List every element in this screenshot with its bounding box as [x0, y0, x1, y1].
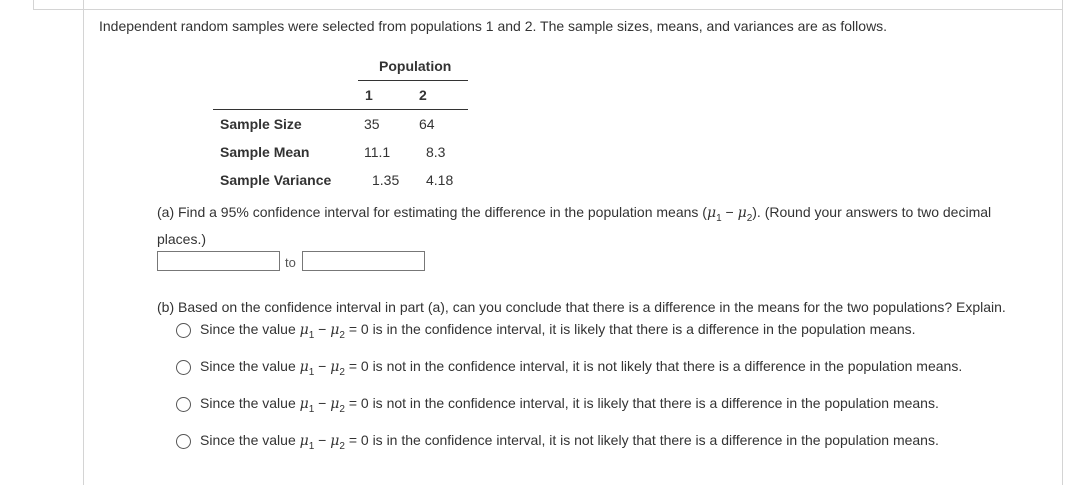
to-label: to: [285, 255, 296, 270]
row-label-sample-mean: Sample Mean: [220, 144, 310, 160]
sample-mean-1: 11.1: [364, 144, 391, 160]
option-2-label: Since the value $\mu_1 - \mu_2 = 0$ is not in the confidence interval, it is not likely that there is a difference in the population means.: [200, 358, 963, 378]
sample-variance-2: 4.18: [426, 172, 454, 188]
row-label-sample-size: Sample Size: [220, 116, 302, 132]
intro-text: Independent random samples were selected from populations 1 and 2. The sample sizes, means, and variances are as follows.: [99, 18, 888, 34]
sample-size-2: 64: [419, 116, 435, 132]
radio-option-2[interactable]: [176, 360, 191, 375]
option-4[interactable]: [176, 432, 939, 452]
column-rule: [213, 109, 468, 110]
radio-option-1[interactable]: [176, 323, 191, 338]
sample-size-1: 35: [364, 116, 380, 132]
header-rule: [358, 80, 468, 81]
column-header-1: 1: [365, 87, 373, 103]
option-2[interactable]: [176, 358, 962, 378]
column-header-2: 2: [419, 87, 427, 103]
option-4-label: Since the value $\mu_1 - \mu_2 = 0$ is in the confidence interval, it is not likely that there is a difference in the population means.: [200, 432, 939, 452]
part-a-question-line2: places.): [157, 231, 207, 247]
population-header: Population: [379, 58, 452, 74]
row-label-sample-variance: Sample Variance: [220, 172, 332, 188]
radio-option-4[interactable]: [176, 434, 191, 449]
part-b-question: (b) Based on the confidence interval in part (a), can you conclude that there is a difference in the means for the two populations? Explain.: [157, 299, 1006, 315]
lower-bound-input[interactable]: [157, 251, 280, 271]
option-3-label: Since the value $\mu_1 - \mu_2 = 0$ is not in the confidence interval, it is likely that there is a difference in the population means.: [200, 395, 939, 415]
sample-mean-2: 8.3: [426, 144, 446, 160]
radio-option-3[interactable]: [176, 397, 191, 412]
sample-variance-1: 1.35: [372, 172, 400, 188]
upper-bound-input[interactable]: [302, 251, 425, 271]
part-a-question: (a) Find a 95% confidence interval for estimating the difference in the population means $(\mu_1 - \mu_2)$. (Round your answers to two decimal: [157, 204, 992, 224]
option-3[interactable]: [176, 395, 939, 415]
option-1-label: Since the value $\mu_1 - \mu_2 = 0$ is in the confidence interval, it is likely that there is a difference in the population means.: [200, 321, 916, 341]
option-1[interactable]: [176, 321, 916, 341]
